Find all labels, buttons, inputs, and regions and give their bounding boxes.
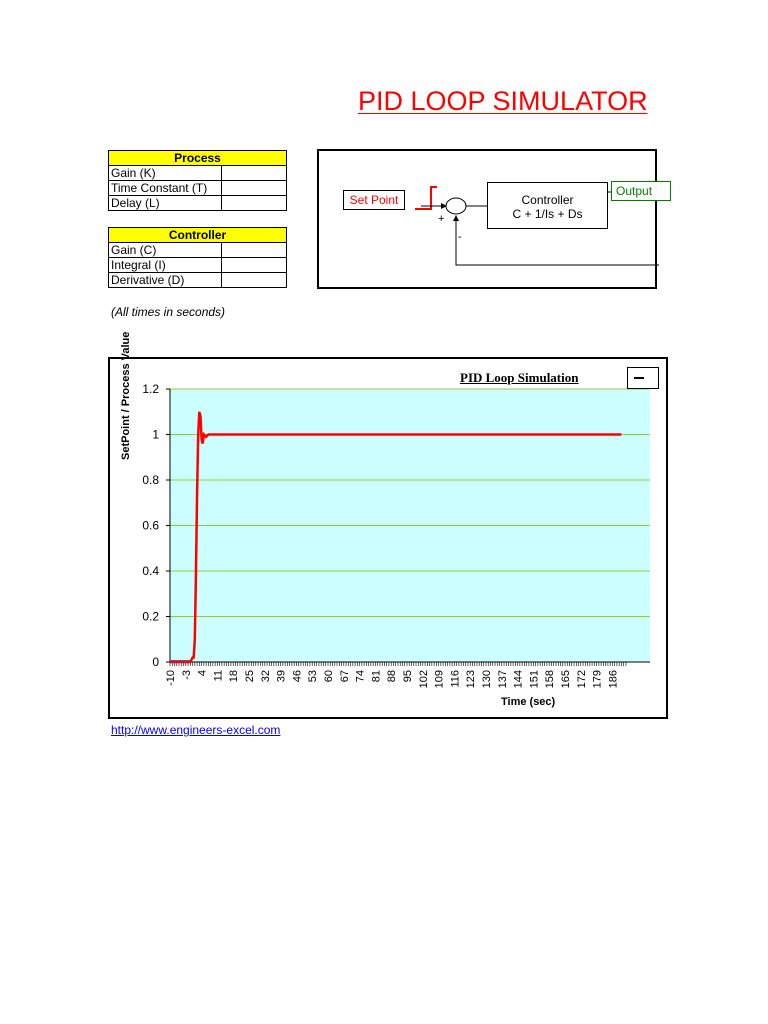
x-tick-label: 102	[417, 670, 430, 689]
x-tick-label: 25	[244, 670, 256, 683]
x-tick-label: 74	[354, 670, 367, 683]
y-axis-label: SetPoint / Process Value	[120, 331, 132, 460]
x-tick-label: 46	[291, 670, 304, 683]
y-tick-label: 1.2	[142, 382, 159, 396]
x-tick-label: 4	[196, 670, 209, 677]
process-header: Process	[109, 151, 287, 166]
plus-sign: +	[438, 213, 445, 225]
x-tick-label: 88	[386, 670, 399, 683]
x-tick-label: 179	[591, 670, 604, 689]
x-tick-label: 60	[323, 670, 335, 683]
x-tick-label: -3	[180, 670, 193, 680]
x-tick-label: 151	[528, 670, 541, 689]
set-point-label: Set Point	[349, 193, 399, 207]
controller-integral-label: Integral (I)	[109, 258, 222, 273]
x-tick-label: 39	[275, 670, 288, 683]
y-tick-label: 0.2	[142, 609, 159, 624]
legend-swatch	[634, 377, 644, 379]
y-tick-label: 0.4	[142, 564, 159, 578]
controller-header: Controller	[109, 228, 287, 243]
y-tick-label: 0.8	[142, 473, 159, 487]
x-tick-label: 116	[449, 670, 462, 688]
x-tick-label: 81	[370, 670, 383, 683]
x-tick-label: 165	[560, 670, 572, 689]
chart-legend	[627, 367, 659, 389]
x-axis-label: Time (sec)	[501, 696, 556, 708]
controller-block-title: Controller	[521, 193, 574, 207]
x-tick-label: 158	[544, 670, 557, 689]
x-tick-label: 130	[481, 670, 493, 689]
website-link[interactable]: http://www.engineers-excel.com	[111, 723, 281, 737]
x-tick-label: 172	[575, 670, 588, 689]
controller-formula: C + 1/Is + Ds	[512, 207, 583, 221]
process-delay-label: Delay (L)	[109, 196, 222, 211]
units-note: (All times in seconds)	[111, 305, 226, 319]
y-tick-label: 1	[152, 427, 159, 442]
x-tick-label: 32	[259, 670, 272, 683]
x-tick-label: 137	[496, 670, 509, 689]
controller-derivative-label: Derivative (D)	[109, 273, 222, 288]
x-tick-label: 11	[212, 670, 225, 682]
x-tick-label: 144	[512, 670, 525, 689]
x-tick-label: 186	[607, 670, 620, 689]
controller-gain-label: Gain (C)	[109, 243, 222, 258]
x-tick-label: 95	[402, 670, 414, 683]
x-tick-label: 53	[307, 670, 320, 683]
minus-sign: -	[458, 231, 462, 243]
x-tick-label: -10	[165, 670, 177, 686]
y-tick-label: 0	[152, 655, 159, 669]
process-gain-label: Gain (K)	[109, 166, 222, 181]
process-time-constant-label: Time Constant (T)	[109, 181, 222, 196]
output-label: Output	[616, 184, 653, 198]
x-tick-label: 67	[338, 670, 351, 683]
x-tick-label: 109	[433, 670, 446, 689]
y-tick-label: 0.6	[142, 518, 159, 533]
x-tick-label: 18	[228, 670, 241, 683]
chart-title: PID Loop Simulation	[460, 370, 579, 385]
page-title: PID LOOP SIMULATOR	[358, 86, 648, 116]
x-tick-label: 123	[465, 670, 478, 689]
